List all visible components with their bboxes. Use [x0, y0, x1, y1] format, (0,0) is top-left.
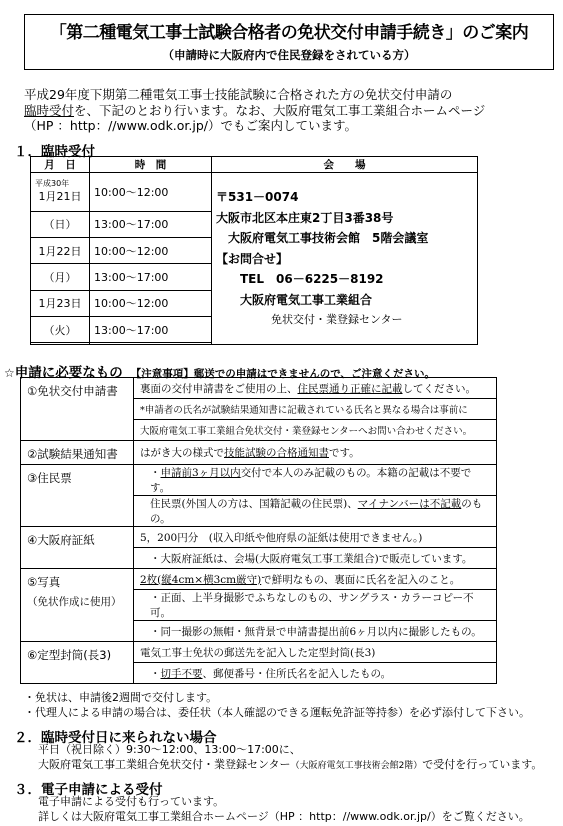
- requirement-row: [21, 569, 497, 590]
- schedule-row: [31, 173, 478, 212]
- venue-address: 大阪市北区本庄東2丁目3番38号: [216, 210, 394, 225]
- venue-contact-label: 【お問合せ】: [216, 251, 289, 266]
- requirements-table: [20, 377, 497, 684]
- requirement-detail: [134, 642, 497, 663]
- date-cell: （月）: [31, 264, 90, 290]
- era-label: 平成30年: [35, 178, 70, 188]
- section-2-line-1: 平日（祝日除く）9:30～12:00、13:00～17:00に、: [38, 743, 301, 756]
- section-2-building: （大阪府電気工事技術会館2階）: [290, 760, 423, 771]
- requirement-label: [21, 378, 134, 441]
- section-3-line-2: 詳しくは大阪府電気工事工業組合ホームページ（HP ：http：//www.odk.or.jp/）をご覧ください。: [38, 809, 530, 823]
- requirement-detail: [134, 569, 497, 590]
- requirement-label: [21, 441, 134, 465]
- venue-org: 大阪府電気工事工業組合: [216, 292, 373, 307]
- detail-text: 、郵便番号・住所氏名を記入したもの。: [202, 667, 392, 680]
- requirement-detail: [134, 548, 497, 569]
- section-2-line-2-end: で受付を行っています。: [422, 757, 543, 771]
- detail-text: *申請者の氏名が試験結果通知書に記載されている氏名と異なる場合は事前に: [140, 405, 468, 416]
- requirement-row: [21, 441, 497, 465]
- requirement-label-text: ③住民票: [27, 471, 72, 485]
- header-date: 月 日: [31, 157, 90, 173]
- requirement-detail: [134, 441, 497, 465]
- requirement-detail: [134, 496, 497, 527]
- title-box: [24, 14, 554, 70]
- detail-text: 住民票(外国人の方は、国籍記載の住民票)、: [150, 498, 358, 510]
- date-cell: 1月23日: [31, 290, 90, 316]
- date-cell: （日）: [31, 211, 90, 237]
- section-2-line-2: [38, 758, 542, 774]
- time-cell: 13:00～17:00: [90, 317, 212, 343]
- requirement-detail: [134, 420, 497, 441]
- venue-tel: TEL 06－6225－8192: [216, 272, 384, 286]
- detail-text: で鮮明なもの、裏面に氏名を記入のこと。: [261, 573, 461, 586]
- requirement-label-sub: （免状作成に使用）: [27, 596, 122, 608]
- requirement-detail: [134, 527, 497, 548]
- section-2-body: [38, 743, 542, 773]
- requirement-row: [21, 465, 497, 496]
- detail-text: してください。: [402, 382, 476, 395]
- section-2-org: 大阪府電気工事工業組合免状交付・業登録センター: [38, 757, 291, 771]
- requirement-detail: [134, 590, 497, 621]
- date-cell: 1月22日: [31, 238, 90, 264]
- detail-text: ・大阪府証紙は、会場(大阪府電気工事工業組合)で販売しています。: [150, 552, 473, 565]
- venue-cell: [212, 173, 478, 345]
- requirement-label: [21, 465, 134, 527]
- star-icon: ☆: [4, 366, 15, 380]
- time-cell: 13:00～17:00: [90, 264, 212, 290]
- header-time: 時 間: [90, 157, 212, 173]
- notes-block: [24, 690, 530, 720]
- detail-text: 電気工事士免状の郵送先を記入した定型封筒(長3): [140, 646, 376, 659]
- intro-line-2-text: を、下記のとおり行います。なお、大阪府電気工事工業組合ホームページ: [74, 102, 486, 118]
- requirement-row: [21, 378, 497, 399]
- date-cell: [31, 173, 90, 212]
- requirement-label-text: ①免状交付申請書: [27, 384, 118, 398]
- requirement-detail: [134, 465, 497, 496]
- page-title: 「第二種電気工事士試験合格者の免状交付申請手続き」のご案内: [49, 23, 529, 43]
- page-subtitle: （申請時に大阪府内で住民登録をされている方）: [162, 48, 416, 62]
- underlined-text: マイナンバーは不記載: [357, 498, 462, 510]
- section-3-body: [38, 795, 530, 824]
- underlined-text: 技能試験の合格通知書: [224, 447, 329, 459]
- detail-text: ・: [150, 467, 161, 479]
- detail-text: はがき大の様式で: [140, 447, 224, 459]
- time-cell: 10:00～12:00: [90, 238, 212, 264]
- section-3-line-1: 電子申請による受付も行っています。: [38, 795, 225, 808]
- intro-paragraph: [24, 87, 544, 134]
- schedule-header-row: [31, 157, 478, 173]
- requirements-title: 申請に必要なもの: [14, 365, 123, 381]
- requirement-label-text: ⑥定型封筒(長3): [27, 648, 112, 662]
- intro-highlight: 臨時受付: [24, 102, 75, 118]
- requirement-row: [21, 527, 497, 548]
- requirement-detail: [134, 378, 497, 399]
- requirement-row: [21, 642, 497, 663]
- intro-line-2: [24, 103, 544, 119]
- date-text: 1月21日: [38, 189, 82, 203]
- time-cell: 10:00～12:00: [90, 290, 212, 316]
- requirement-label: [21, 527, 134, 569]
- underlined-text: 2枚(縦4cm×横3cm厳守): [140, 573, 262, 586]
- intro-line-3: （HP ：http：//www.odk.or.jp/）でもご案内しています。: [24, 118, 358, 133]
- venue-building: 大阪府電気工事技術会館 5階会議室: [216, 231, 429, 245]
- intro-line-1: 平成29年度下期第二種電気工事士技能試験に合格された方の免状交付申請の: [24, 87, 453, 102]
- detail-text: 裏面の交付申請書をご使用の上、: [140, 382, 298, 395]
- venue-postal: 〒531－0074: [216, 190, 299, 204]
- venue-center: 免状交付・業登録センター: [216, 313, 403, 326]
- requirements-note: 【注意事項】郵送での申請はできませんので、ご注意ください。: [130, 368, 436, 380]
- requirement-label-text: ②試験結果通知書: [27, 447, 118, 461]
- requirement-label-text: ④大阪府証紙: [27, 533, 95, 547]
- requirement-label-text: ⑤写真: [27, 575, 61, 589]
- requirement-label: [21, 569, 134, 642]
- schedule-table: [30, 156, 478, 345]
- detail-text: ・同一撮影の無帽・無背景で申請書提出前6ヶ月以内に撮影したもの。: [150, 625, 482, 638]
- time-cell: [90, 343, 212, 345]
- note-line: ・免状は、申請後2週間で交付します。: [24, 691, 218, 704]
- date-cell: （火）: [31, 317, 90, 343]
- section-1-title: １．臨時受付: [14, 144, 95, 160]
- detail-text: 交付で本人のみ記載のもの。本籍の記載は不要です。: [150, 467, 472, 494]
- underlined-text: 申請前3ヶ月以内: [160, 467, 241, 479]
- requirement-detail: [134, 399, 497, 420]
- detail-text: 5，200円分 (収入印紙や他府県の証紙は使用できません。): [140, 531, 423, 544]
- header-venue: 会 場: [212, 157, 478, 173]
- note-line: ・代理人による申請の場合は、委任状（本人確認のできる運転免許証等持参）を必ず添付して下さい。: [24, 706, 530, 719]
- detail-text: のもの。: [150, 498, 483, 525]
- section-2-title: ２．臨時受付日に来られない場合: [14, 730, 217, 746]
- date-cell: [31, 343, 90, 345]
- requirement-detail: [134, 663, 497, 684]
- section-3-title: ３．電子申請による受付: [14, 782, 163, 798]
- underlined-text: 住民票通り正確に記載: [297, 382, 403, 395]
- detail-text: ・: [150, 667, 161, 680]
- detail-text: 大阪府電気工事工業組合免状交付・業登録センターへお問い合わせください。: [140, 426, 473, 437]
- time-cell: 13:00～17:00: [90, 211, 212, 237]
- time-cell: 10:00～12:00: [90, 173, 212, 212]
- detail-text: ・正面、上半身撮影でふちなしのもの、サングラス・カラーコピー不可。: [150, 592, 474, 619]
- requirement-label: [21, 642, 134, 684]
- underlined-text: 切手不要: [160, 667, 203, 680]
- requirement-detail: [134, 621, 497, 642]
- detail-text: です。: [329, 447, 360, 459]
